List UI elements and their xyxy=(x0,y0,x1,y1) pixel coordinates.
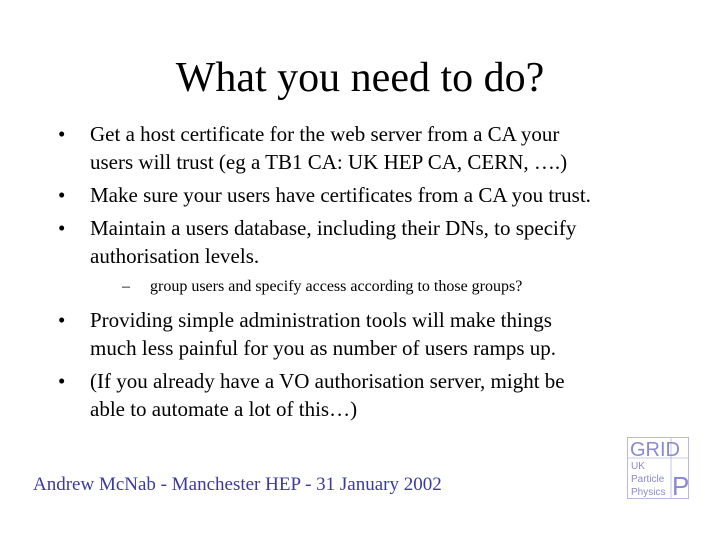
bullet-text: Maintain a users database, including their DNs, to specify xyxy=(90,216,577,240)
bullet-text: authorisation levels. xyxy=(90,244,260,268)
sub-bullet-item xyxy=(122,276,698,298)
bullet-marker: • xyxy=(58,369,66,393)
sub-bullet-text: group users and specify access according to those groups? xyxy=(150,278,523,295)
gridpp-logo xyxy=(627,437,689,499)
bullet-marker: • xyxy=(58,122,66,146)
logo-grid-text: GRID xyxy=(630,439,680,461)
bullet-text: much less painful for you as number of users ramps up. xyxy=(90,336,556,360)
bullet-text: Get a host certificate for the web server from a CA your xyxy=(90,122,560,146)
sub-bullet-marker: – xyxy=(122,278,130,295)
bullet-text: able to automate a lot of this…) xyxy=(90,397,358,421)
bullet-text: Make sure your users have certificates from a CA you trust. xyxy=(90,183,591,207)
logo-line-3: Physics xyxy=(631,487,666,498)
bullet-marker: • xyxy=(58,216,66,240)
bullet-marker: • xyxy=(58,308,66,332)
bullet-item xyxy=(58,214,698,298)
bullet-text: Providing simple administration tools will make things xyxy=(90,308,552,332)
bullet-item xyxy=(58,306,698,362)
bullet-list xyxy=(58,120,698,428)
slide-title: What you need to do? xyxy=(175,55,545,101)
logo-line-2: Particle xyxy=(631,474,665,485)
bullet-item xyxy=(58,120,698,176)
bullet-item xyxy=(58,367,698,423)
slide-footer: Andrew McNab - Manchester HEP - 31 January 2002 xyxy=(33,474,442,495)
bullet-text: (If you already have a VO authorisation server, might be xyxy=(90,369,565,393)
bullet-marker: • xyxy=(58,183,66,207)
logo-p-letter: P xyxy=(672,471,689,499)
bullet-text: users will trust (eg a TB1 CA: UK HEP CA, CERN, ….) xyxy=(90,150,568,174)
logo-line-1: UK xyxy=(631,461,645,472)
bullet-item xyxy=(58,181,698,209)
sub-bullet-list xyxy=(90,276,698,298)
